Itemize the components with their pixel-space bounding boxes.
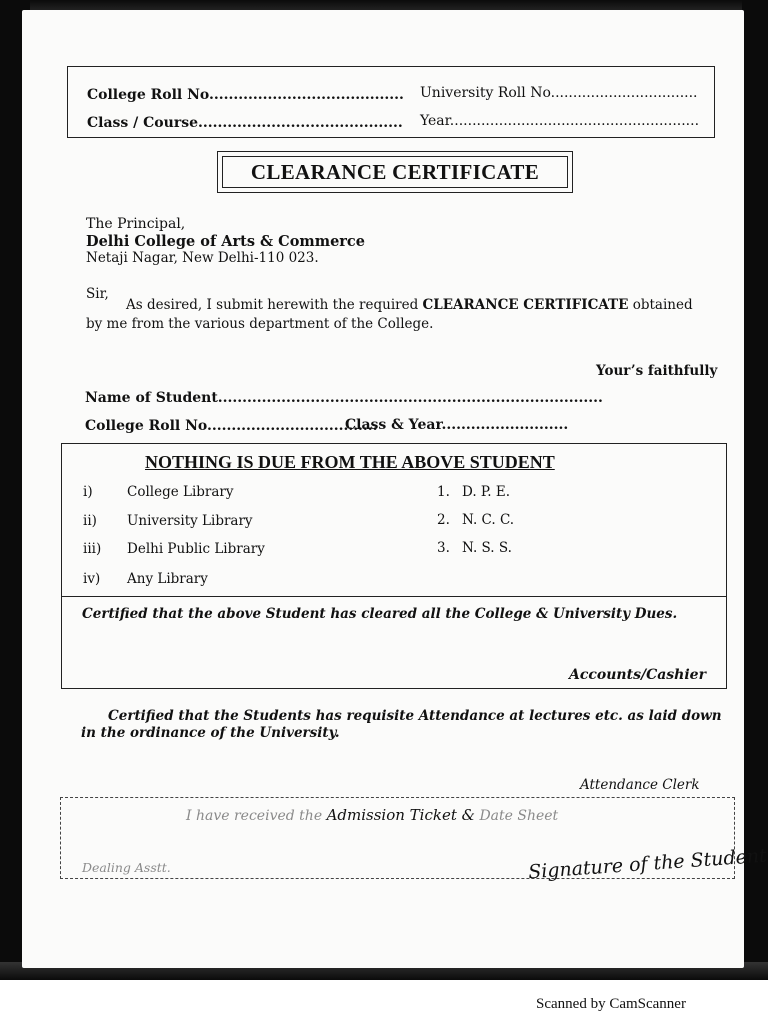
library-num: iii) — [83, 541, 102, 557]
dealing-asstt-label: Dealing Asstt. — [82, 860, 171, 875]
library-university: University Library — [127, 513, 253, 529]
student-signature: Signature of the Student — [527, 844, 768, 884]
letter-body-line1-post: obtained — [628, 297, 693, 313]
letter-body-line1-pre: As desired, I submit herewith the required — [126, 297, 423, 313]
student-college-roll-no-field: College Roll No................................... — [85, 418, 378, 434]
receipt-printed-start: I have received the — [186, 808, 327, 824]
library-num: i) — [83, 484, 93, 500]
letter-body-line1 — [126, 297, 693, 313]
receipt-printed-end: Date Sheet — [475, 808, 559, 824]
accounts-cashier-label: Accounts/Cashier — [569, 667, 706, 683]
library-num: iv) — [83, 571, 101, 587]
attendance-line1: Certified that the Students has requisite Attendance at lectures etc. as laid down — [108, 708, 722, 724]
closing: Your’s faithfully — [596, 363, 718, 379]
library-num: ii) — [83, 513, 97, 529]
address-to: The Principal, — [86, 216, 186, 232]
department-num: 1. — [437, 484, 450, 500]
library-college: College Library — [127, 484, 234, 500]
department-nss: N. S. S. — [462, 540, 512, 556]
class-course-field: Class / Course.......................................... — [87, 115, 403, 131]
name-of-student-field: Name of Student............................................................................... — [85, 390, 603, 406]
dues-divider — [61, 596, 727, 597]
library-delhi-public: Delhi Public Library — [127, 541, 265, 557]
department-dpe: D. P. E. — [462, 484, 511, 500]
page-title: CLEARANCE CERTIFICATE — [222, 156, 568, 188]
department-num: 2. — [437, 512, 450, 528]
letter-body-line1-bold: CLEARANCE CERTIFICATE — [422, 297, 629, 313]
title-frame — [217, 151, 573, 193]
address-college: Delhi College of Arts & Commerce — [86, 233, 365, 250]
dues-certification: Certified that the above Student has cleared all the College & University Dues. — [82, 606, 678, 622]
receipt-handwritten: Admission Ticket & — [326, 806, 475, 824]
university-roll-no-field: University Roll No................................. — [420, 85, 698, 101]
library-any: Any Library — [127, 571, 208, 587]
dues-box — [61, 443, 727, 689]
attendance-clerk-label: Attendance Clerk — [580, 777, 700, 793]
attendance-line2: in the ordinance of the University. — [81, 725, 340, 741]
department-ncc: N. C. C. — [462, 512, 515, 528]
department-num: 3. — [437, 540, 450, 556]
salutation: Sir, — [86, 286, 109, 302]
address-location: Netaji Nagar, New Delhi-110 023. — [86, 250, 319, 266]
receipt-statement — [186, 806, 558, 824]
scanner-watermark: Scanned by CamScanner — [536, 996, 686, 1012]
college-roll-no-field: College Roll No........................................ — [87, 87, 404, 103]
letter-body-line2: by me from the various department of the College. — [86, 316, 434, 332]
year-field: Year........................................................ — [420, 113, 700, 129]
dues-heading: NOTHING IS DUE FROM THE ABOVE STUDENT — [145, 452, 555, 472]
class-year-field: Class & Year.......................... — [345, 417, 569, 433]
